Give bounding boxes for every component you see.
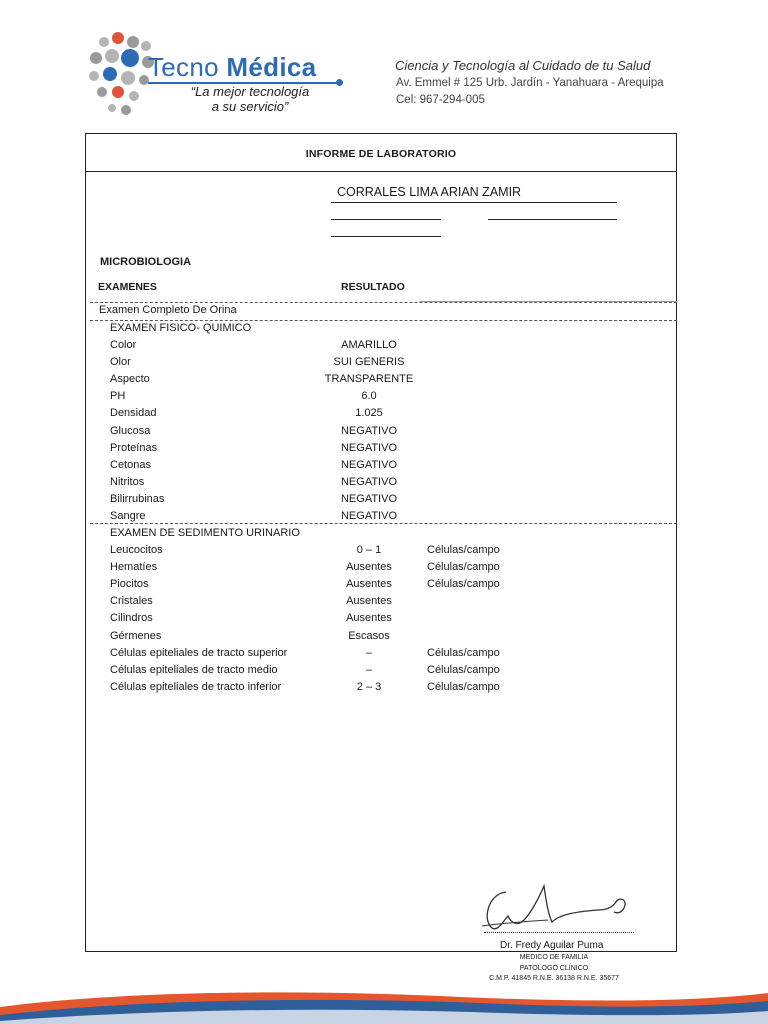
row-unit: Células/campo	[427, 646, 500, 659]
doctor-registry: C.M.P. 41845 R.N.E. 36138 R.N.E. 35677	[489, 975, 619, 982]
row-label: Piocitos	[110, 578, 149, 591]
row-result: –	[365, 663, 373, 676]
row-result: Ausentes	[346, 561, 392, 574]
column-header-examenes: EXAMENES	[98, 281, 157, 293]
row-result: –	[365, 646, 373, 659]
row-unit: Células/campo	[427, 578, 500, 591]
row-result: NEGATIVO	[340, 510, 398, 522]
row-label: Glucosa	[110, 424, 151, 437]
row-result: NEGATIVO	[340, 424, 398, 437]
brand-name-part1: Tecno	[148, 52, 219, 82]
dashed-divider	[90, 320, 677, 321]
row-result: NEGATIVO	[340, 458, 398, 471]
row-result: NEGATIVO	[340, 475, 398, 488]
dashed-divider	[90, 302, 677, 303]
row-unit: Células/campo	[427, 561, 500, 574]
row-label: Bilirrubinas	[110, 492, 165, 505]
patient-name-line	[331, 202, 617, 203]
report-title-row	[86, 134, 676, 172]
row-result: Ausentes	[346, 612, 392, 625]
row-result: Ausentes	[346, 595, 392, 608]
brand-tagline	[180, 84, 320, 114]
row-label: Olor	[110, 356, 131, 369]
row-label: PH	[110, 390, 126, 403]
exam-name: Examen Completo De Orina	[99, 304, 237, 316]
row-result: TRANSPARENTE	[324, 373, 414, 386]
footer-wave	[0, 985, 768, 1024]
row-label: Proteínas	[110, 441, 158, 454]
row-label: Gérmenes	[110, 629, 162, 642]
row-result: AMARILLO	[341, 339, 397, 351]
tagline-line1: “La mejor tecnología	[190, 84, 310, 99]
header-phone: Cel: 967-294-005	[396, 94, 485, 106]
row-label: Nitritos	[110, 475, 145, 488]
row-label: Hematíes	[110, 561, 158, 574]
row-label: Células epiteliales de tracto inferior	[110, 680, 282, 693]
row-result: Escasos	[348, 629, 390, 642]
row-label: Aspecto	[110, 373, 150, 386]
sediment-exam-title: EXAMEN DE SEDIMENTO URINARIO	[110, 527, 300, 539]
physical-exam-title: EXAMEN FISICO- QUIMICO	[110, 322, 252, 334]
row-result: 2 – 3	[356, 680, 382, 693]
row-result: SUI GENERIS	[333, 356, 405, 369]
row-unit: Células/campo	[427, 544, 500, 556]
header-slogan: Ciencia y Tecnología al Cuidado de tu Salud	[395, 58, 651, 73]
column-header-resultado: RESULTADO	[341, 281, 405, 293]
row-result: NEGATIVO	[340, 492, 398, 505]
tagline-line2: a su servicio”	[211, 99, 289, 114]
row-label: Cilindros	[110, 612, 153, 625]
brand-name-part2: Médica	[226, 52, 317, 82]
field-line-1	[331, 219, 441, 220]
row-label: Leucocitos	[110, 544, 163, 556]
dashed-divider	[90, 523, 677, 524]
doctor-specialty-2: PATOLOGO CLÍNICO	[519, 965, 589, 972]
row-label: Cristales	[110, 595, 153, 608]
doctor-name: Dr. Fredy Aguilar Puma	[500, 940, 604, 951]
header-address: Av. Emmel # 125 Urb. Jardín - Yanahuara - Arequipa	[396, 77, 664, 89]
row-label: Cetonas	[110, 458, 151, 471]
row-result: 6.0	[361, 390, 377, 403]
brand-name	[148, 52, 316, 83]
signature-line	[484, 932, 634, 933]
brand-dot	[336, 79, 343, 86]
row-result: 1.025	[355, 407, 383, 420]
row-unit: Células/campo	[427, 680, 500, 693]
doctor-signature	[478, 880, 638, 940]
row-label: Células epiteliales de tracto superior	[110, 646, 288, 659]
row-label: Densidad	[110, 407, 157, 420]
row-unit: Células/campo	[427, 663, 500, 676]
row-label: Sangre	[110, 510, 146, 522]
row-result: 0 – 1	[356, 544, 382, 556]
row-label: Color	[110, 339, 137, 351]
row-result: Ausentes	[346, 578, 392, 591]
patient-name: CORRALES LIMA ARIAN ZAMIR	[337, 185, 522, 199]
row-label: Células epiteliales de tracto medio	[110, 663, 278, 676]
field-line-3	[331, 236, 441, 237]
doctor-specialty-1: MEDICO DE FAMILIA	[519, 954, 589, 961]
section-microbiologia: MICROBIOLOGIA	[100, 256, 192, 268]
row-result: NEGATIVO	[340, 441, 398, 454]
report-title: INFORME DE LABORATORIO	[305, 148, 457, 160]
field-line-2	[488, 219, 617, 220]
